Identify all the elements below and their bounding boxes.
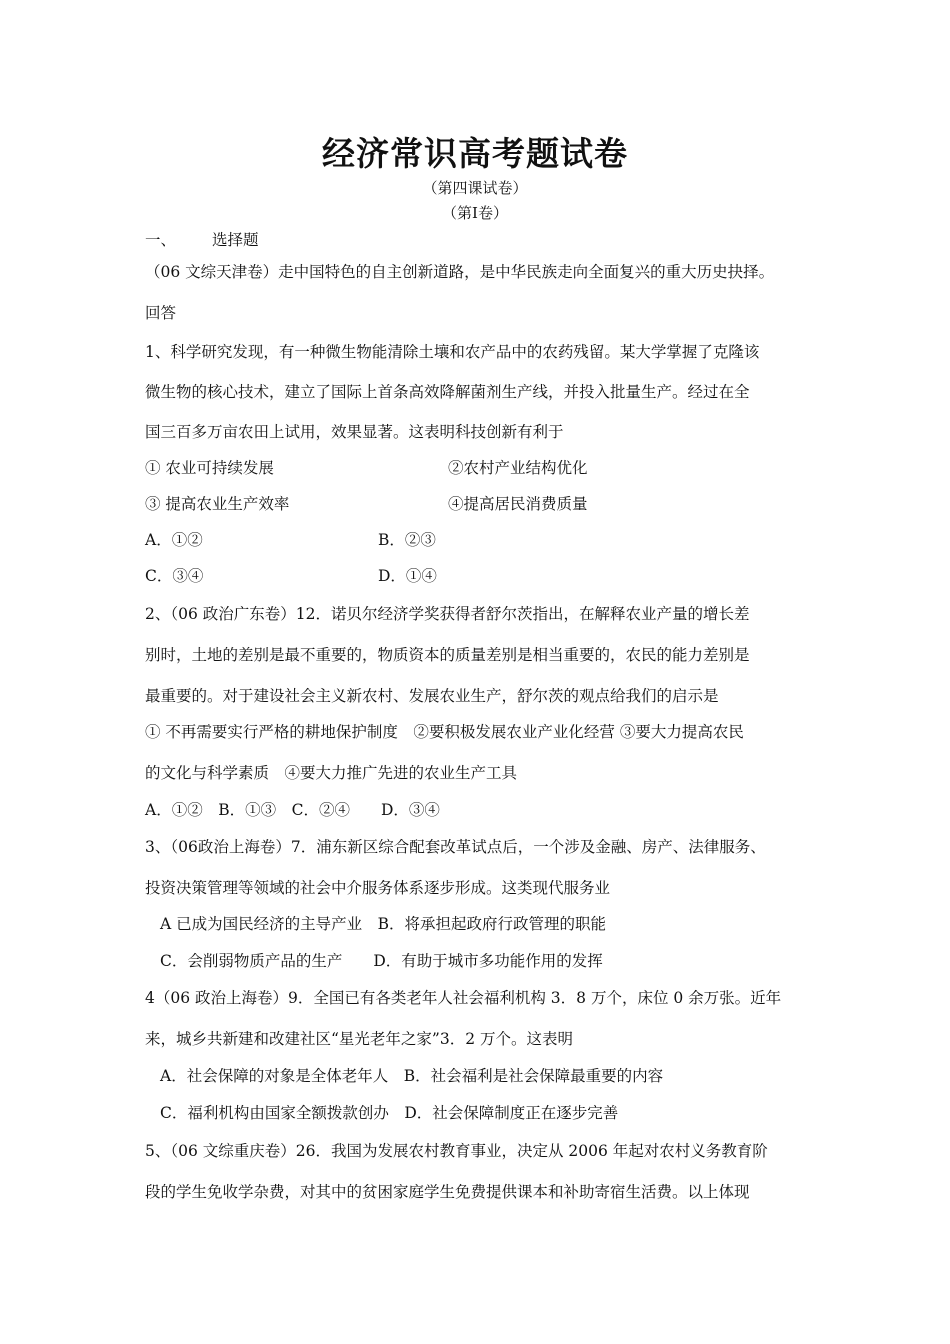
page-title: 经济常识高考题试卷 (322, 134, 628, 173)
q2-text-line: ① 不再需要实行严格的耕地保护制度 ②要积极发展农业产业化经营 ③要大力提高农民 (145, 723, 744, 741)
q5-text-line: 段的学生免收学杂费，对其中的贫困家庭学生免费提供课本和补助寄宿生活费。以上体现 (145, 1183, 750, 1201)
section-number: 一、 (145, 231, 177, 249)
intro-line: （06 文综天津卷）走中国特色的自主创新道路，是中华民族走向全面复兴的重大历史抉择。 (145, 263, 775, 281)
q1-option-4: ④提高居民消费质量 (448, 495, 588, 513)
q1-answer-b: B．②③ (378, 531, 436, 549)
q3-option-line: A 已成为国民经济的主导产业 B．将承担起政府行政管理的职能 (160, 915, 607, 933)
q2-text-line: 最重要的。对于建设社会主义新农村、发展农业生产，舒尔茨的观点给我们的启示是 (145, 687, 719, 705)
q2-answers: A．①② B．①③ C．②④ D．③④ (145, 801, 440, 819)
subtitle-volume: （第Ⅰ卷） (442, 204, 508, 222)
q5-text-line: 5、（06 文综重庆卷）26．我国为发展农村教育事业，决定从 2006 年起对农村义务教育阶 (145, 1142, 768, 1160)
intro-line: 回答 (145, 304, 177, 322)
q1-text-line: 微生物的核心技术，建立了国际上首条高效降解菌剂生产线，并投入批量生产。经过在全 (145, 383, 750, 401)
q3-text-line: 3、（06政治上海卷）7．浦东新区综合配套改革试点后，一个涉及金融、房产、法律服务、 (145, 838, 766, 856)
section-title: 选择题 (212, 231, 259, 249)
subtitle-lesson: （第四课试卷） (422, 179, 528, 197)
q3-option-line: C．会削弱物质产品的生产 D．有助于城市多功能作用的发挥 (160, 952, 603, 970)
q1-option-3: ③ 提高农业生产效率 (145, 495, 290, 513)
q4-option-line: A．社会保障的对象是全体老年人 B．社会福利是社会保障最重要的内容 (160, 1067, 664, 1085)
q1-answer-a: A．①② (145, 531, 203, 549)
q1-answer-c: C．③④ (145, 567, 204, 585)
q2-text-line: 别时，土地的差别是最不重要的，物质资本的质量差别是相当重要的，农民的能力差别是 (145, 646, 750, 664)
q4-option-line: C．福利机构由国家全额拨款创办 D．社会保障制度正在逐步完善 (160, 1104, 619, 1122)
q2-text-line: 的文化与科学素质 ④要大力推广先进的农业生产工具 (145, 764, 518, 782)
q1-option-1: ① 农业可持续发展 (145, 459, 274, 477)
q4-text-line: 4（06 政治上海卷）9．全国已有各类老年人社会福利机构 3．8 万个，床位 0 余万张。近年 (145, 989, 782, 1007)
q4-text-line: 来，城乡共新建和改建社区“星光老年之家”3．2 万个。这表明 (145, 1030, 574, 1048)
q2-text-line: 2、（06 政治广东卷）12．诺贝尔经济学奖获得者舒尔茨指出，在解释农业产量的增长差 (145, 605, 750, 623)
q1-answer-d: D．①④ (378, 567, 437, 585)
q3-text-line: 投资决策管理等领域的社会中介服务体系逐步形成。这类现代服务业 (145, 879, 611, 897)
q1-option-2: ②农村产业结构优化 (448, 459, 588, 477)
q1-text-line: 1、科学研究发现，有一种微生物能清除土壤和农产品中的农药残留。某大学掌握了克隆该 (145, 343, 760, 361)
q1-text-line: 国三百多万亩农田上试用，效果显著。这表明科技创新有利于 (145, 423, 564, 441)
